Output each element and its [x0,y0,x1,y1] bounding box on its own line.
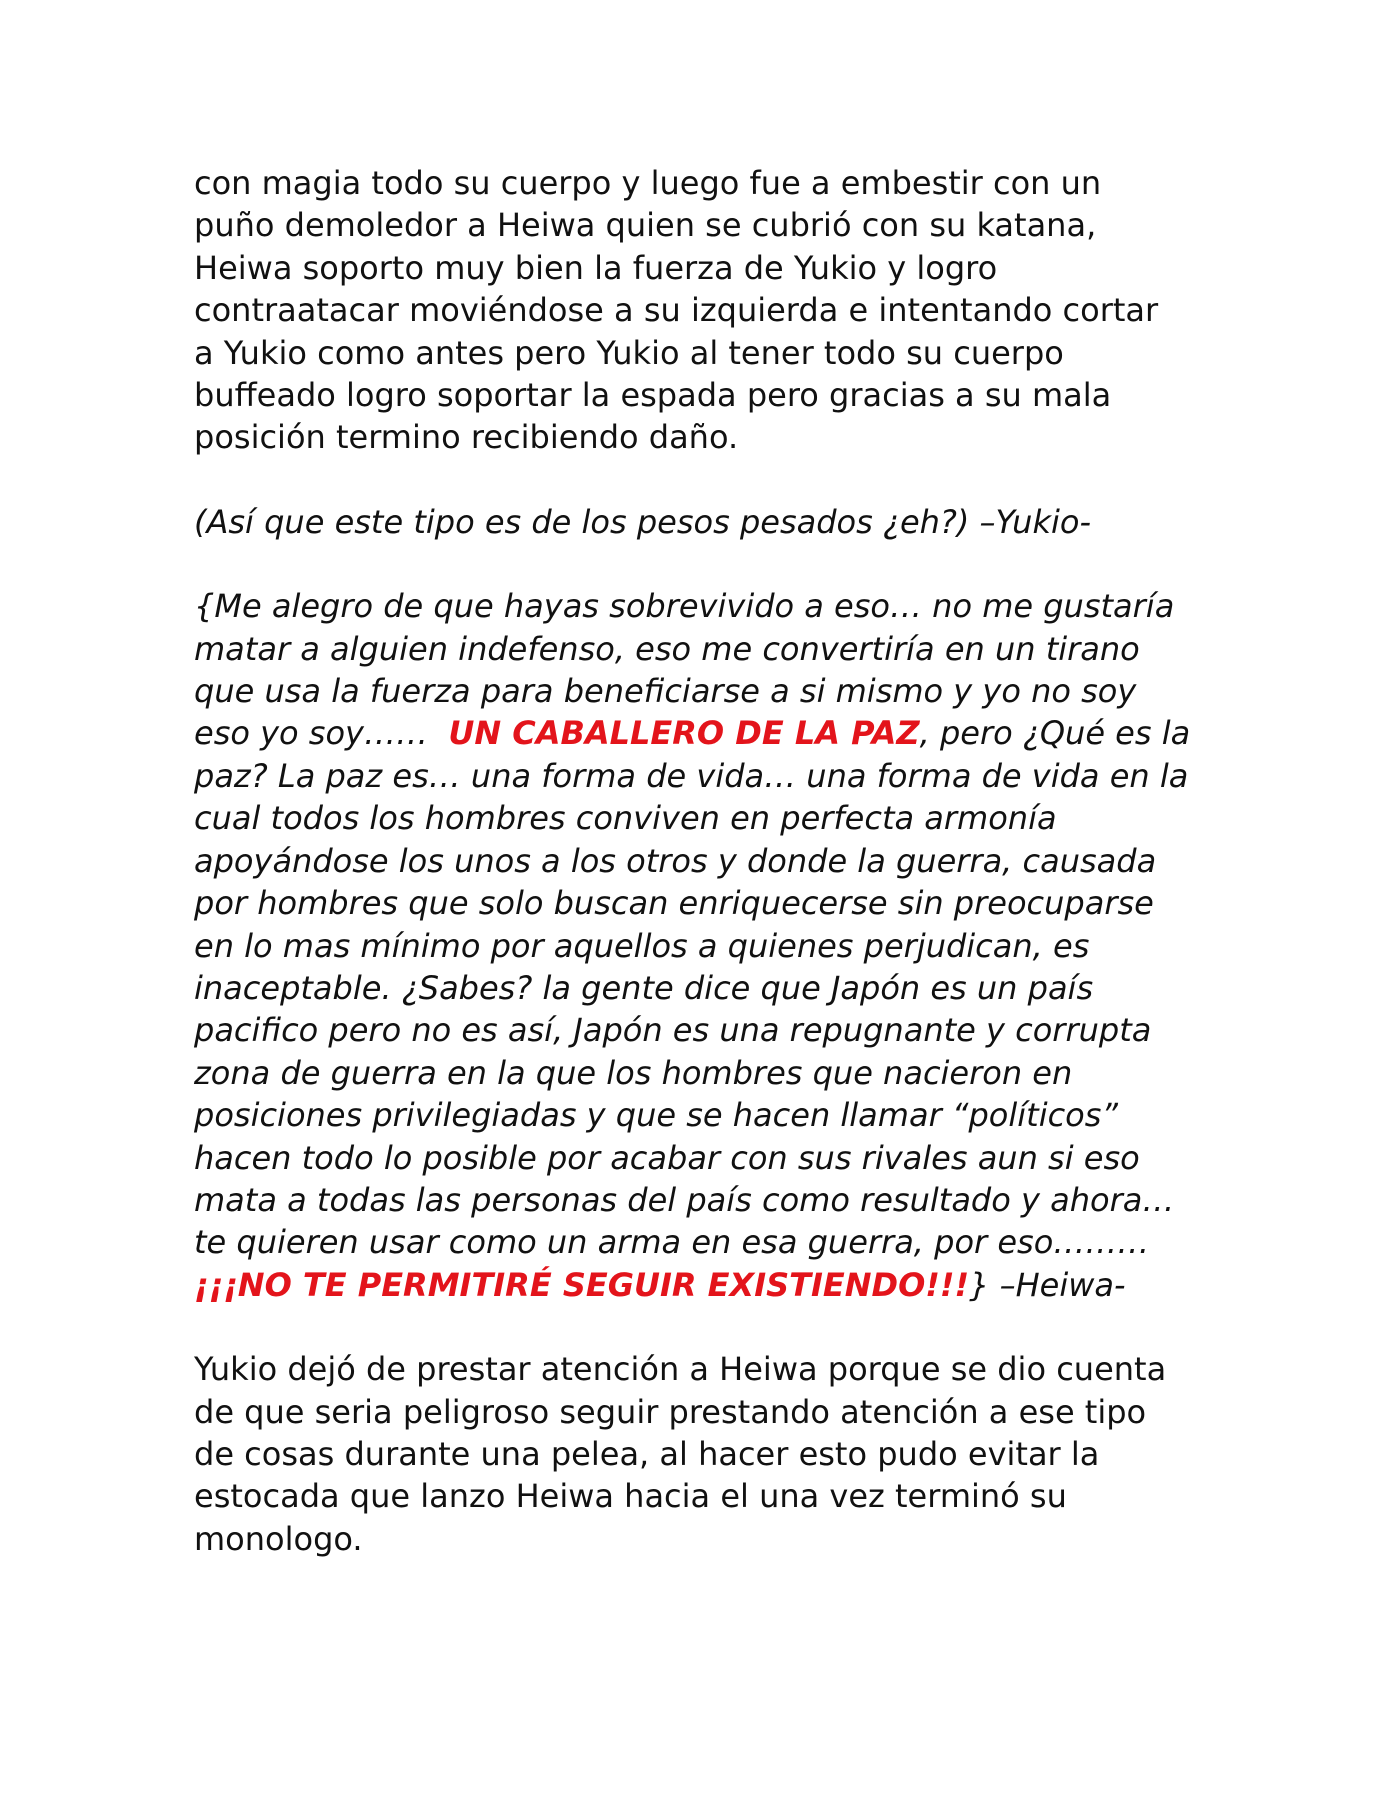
text-line: paz? La paz es… una forma de vida… una forma de vida en la [194,756,1189,795]
text-segment: eso yo soy…… [194,714,449,753]
text-line: posiciones privilegiadas y que se hacen llamar “políticos” [194,1096,1118,1135]
text-line: te quieren usar como un arma en esa guerra, por eso……… [194,1223,1150,1262]
text-line: zona de guerra en la que los hombres que nacieron en [194,1053,1073,1092]
text-line: pacifico pero no es así, Japón es una repugnante y corrupta [194,1011,1152,1050]
text-line: matar a alguien indefenso, eso me convertiría en un tirano [194,629,1140,668]
red-emphasis-existiendo: ¡¡¡NO TE PERMITIRÉ SEGUIR EXISTIENDO!!! [194,1265,970,1304]
text-line: mata a todas las personas del país como resultado y ahora… [194,1180,1175,1219]
narration-paragraph-3 [194,1348,1234,1560]
text-line: posición termino recibiendo daño. [194,418,739,457]
text-line: en lo mas mínimo por aquellos a quienes perjudican, es [194,926,1090,965]
text-line: cual todos los hombres conviven en perfecta armonía [194,799,1057,838]
narration-paragraph-1 [194,162,1234,459]
text-line: Heiwa soporto muy bien la fuerza de Yukio y logro [194,248,998,287]
text-line: apoyándose los unos a los otros y donde la guerra, causada [194,841,1157,880]
yukio-thought [194,501,1234,543]
red-emphasis-caballero: UN CABALLERO DE LA PAZ [448,714,920,753]
text-line: por hombres que solo buscan enriquecerse sin preocuparse [194,884,1154,923]
text-line: monologo. [194,1519,363,1558]
text-line: hacen todo lo posible por acabar con sus rivales aun si eso [194,1138,1140,1177]
text-segment: } –Heiwa- [969,1265,1126,1304]
text-segment: , pero ¿Qué es la [919,714,1191,753]
text-line: de que seria peligroso seguir prestando atención a ese tipo [194,1392,1147,1431]
text-line: puño demoledor a Heiwa quien se cubrió con su katana, [194,206,1097,245]
text-line: a Yukio como antes pero Yukio al tener todo su cuerpo [194,333,1064,372]
text-line: con magia todo su cuerpo y luego fue a embestir con un [194,164,1102,202]
text-line: (Así que este tipo es de los pesos pesados ¿eh?) –Yukio- [194,502,1091,541]
text-line: estocada que lanzo Heiwa hacia el una vez terminó su [194,1477,1067,1516]
heiwa-speech [194,585,1234,1306]
document-page [194,162,1234,1602]
text-line: que usa la fuerza para beneficiarse a si mismo y yo no soy [194,672,1137,711]
text-line: de cosas durante una pelea, al hacer esto pudo evitar la [194,1434,1100,1473]
text-line: contraatacar moviéndose a su izquierda e intentando cortar [194,291,1159,330]
text-line: buffeado logro soportar la espada pero gracias a su mala [194,376,1112,415]
text-line-with-emphasis [194,1264,1234,1306]
text-line: Yukio dejó de prestar atención a Heiwa porque se dio cuenta [194,1350,1167,1389]
text-line-with-emphasis [194,712,1234,754]
text-line: inaceptable. ¿Sabes? la gente dice que Japón es un país [194,968,1094,1007]
text-line: {Me alegro de que hayas sobrevivido a eso… no me gustaría [194,587,1175,626]
